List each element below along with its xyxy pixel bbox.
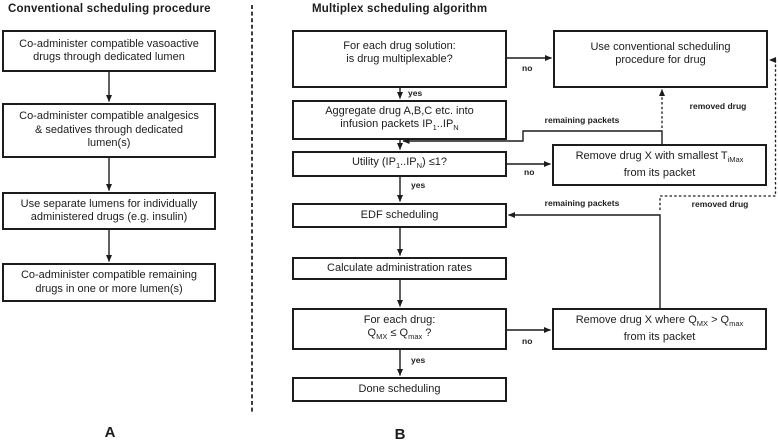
- box-line: Aggregate drug A,B,C etc. into: [325, 104, 474, 117]
- panel-a-title: Conventional scheduling procedure: [8, 3, 211, 15]
- text-part: Utility (IP: [351, 155, 396, 168]
- text-part: Remove drug X where Q: [575, 313, 697, 326]
- box-line: [576, 150, 744, 167]
- subscript: max: [729, 319, 744, 329]
- box-line: is drug multiplexable?: [346, 53, 453, 65]
- box-line: lumen(s): [87, 137, 131, 150]
- subscript: 1: [395, 160, 401, 170]
- box-coadminister-vasoactive: [2, 30, 216, 72]
- box-line: EDF scheduling: [360, 208, 439, 221]
- edge-label-yes-multiplexable: yes: [408, 88, 423, 98]
- subscript: max: [408, 332, 423, 342]
- edge-label-yes-qmx: yes: [411, 355, 426, 365]
- edge-label-remaining-packets-bottom: remaining packets: [544, 198, 620, 208]
- box-line: For each drug:: [363, 313, 436, 326]
- subscript: iMax: [727, 155, 744, 165]
- box-line: drugs through dedicated lumen: [33, 51, 185, 63]
- box-separate-lumens: [2, 192, 216, 230]
- box-line: & sedatives through dedicated: [35, 123, 183, 136]
- panel-b-label: B: [394, 426, 406, 443]
- text-part: ..IP: [436, 118, 454, 131]
- box-line: [368, 327, 432, 344]
- box-line: For each drug solution:: [343, 39, 456, 52]
- subscript: N: [453, 123, 459, 133]
- box-edf-scheduling: [292, 203, 507, 228]
- panel-b-title: Multiplex scheduling algorithm: [312, 3, 488, 15]
- text-part: infusion packets IP: [340, 118, 433, 131]
- text-part: Q: [367, 327, 377, 340]
- box-line: [576, 314, 744, 331]
- text-part: ) ≤1?: [422, 155, 448, 168]
- edge-label-no-utility: no: [524, 167, 535, 177]
- subscript: N: [416, 160, 423, 170]
- box-done-scheduling: [292, 377, 507, 402]
- text-part: Remove drug X with smallest T: [575, 149, 728, 162]
- edge-label-yes-utility: yes: [411, 180, 426, 190]
- box-remove-smallest-timax: [552, 144, 767, 186]
- box-line: Done scheduling: [358, 382, 441, 395]
- edge-label-no-qmx: no: [522, 336, 533, 346]
- box-line: from its packet: [623, 330, 696, 343]
- subscript: MX: [696, 319, 709, 329]
- box-line: administered drugs (e.g. insulin): [30, 211, 188, 223]
- box-utility-check: [292, 151, 507, 177]
- box-calculate-rates: [292, 257, 507, 280]
- text-part: ?: [422, 327, 432, 340]
- box-aggregate-packets: [292, 100, 507, 140]
- box-use-conventional: [553, 30, 768, 88]
- box-line: Use separate lumens for individually: [20, 197, 198, 210]
- edge-label-removed-drug-bottom: removed drug: [691, 199, 749, 209]
- subscript: MX: [376, 332, 388, 342]
- box-line: [352, 156, 447, 173]
- box-line: Calculate administration rates: [327, 261, 472, 274]
- panel-a-label: A: [104, 424, 116, 441]
- box-line: procedure for drug: [615, 54, 706, 66]
- box-line: Co-administer compatible remaining: [20, 269, 198, 281]
- box-line: drugs in one or more lumen(s): [35, 282, 183, 295]
- text-part: ..IP: [400, 155, 417, 168]
- subscript: 1: [432, 123, 437, 133]
- box-line: Co-administer compatible vasoactive: [19, 37, 199, 50]
- box-remove-qmx-exceed: [552, 308, 767, 350]
- box-line: Co-administer compatible analgesics: [19, 110, 199, 123]
- box-coadminister-remaining: [2, 263, 216, 302]
- text-part: ≤ Q: [387, 327, 409, 340]
- box-coadminister-analgesics: [2, 103, 216, 158]
- edge-label-no-multiplexable: no: [522, 63, 533, 73]
- box-drug-multiplexable: [292, 30, 507, 88]
- edge-label-remaining-packets-top: remaining packets: [544, 115, 620, 125]
- box-qmx-check: [292, 308, 507, 350]
- box-line: from its packet: [623, 166, 696, 179]
- text-part: > Q: [708, 313, 730, 326]
- box-line: Use conventional scheduling: [590, 40, 731, 53]
- box-line: [340, 118, 458, 135]
- edge-label-removed-drug-top: removed drug: [689, 101, 747, 111]
- arrow-remaining-packets-bottom: [509, 215, 661, 308]
